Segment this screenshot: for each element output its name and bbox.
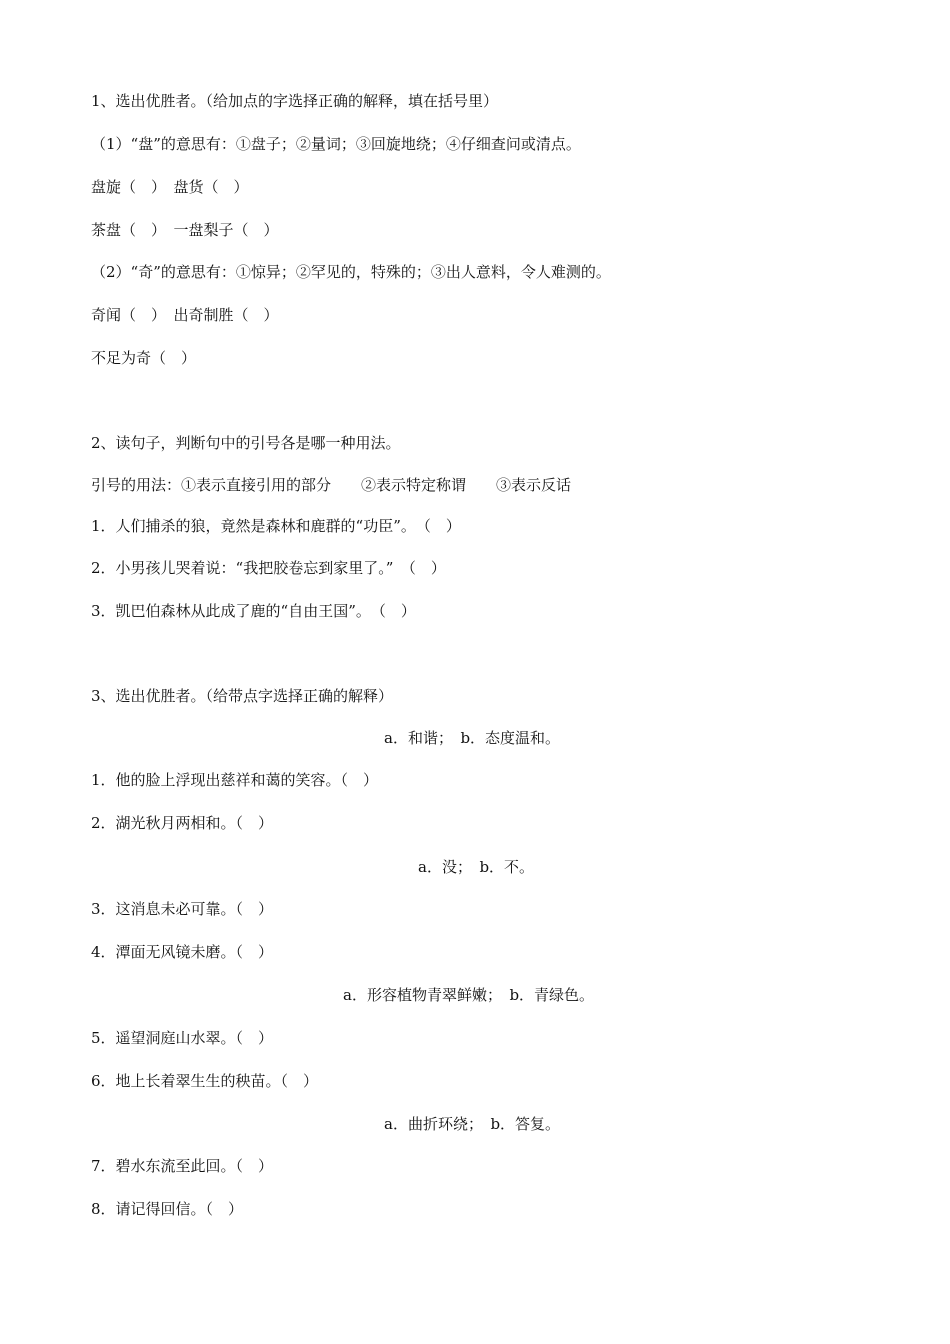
section3-question-1: 1．他的脸上浮现出慈祥和蔼的笑容。（ ） [91,771,379,789]
section3-question-7: 7．碧水东流至此回。（ ） [91,1157,274,1175]
options-wei: a．没； b．不。 [418,858,535,876]
section3-question-5: 5．遥望洞庭山水翠。（ ） [91,1029,274,1047]
quote-usages: 引号的用法：①表示直接引用的部分 ②表示特定称谓 ③表示反话 [91,476,572,494]
section3-question-3: 3．这消息未必可靠。（ ） [91,900,274,918]
section2-title: 2、读句子，判断句中的引号各是哪一种用法。 [91,434,401,452]
options-he: a．和谐； b．态度温和。 [384,729,561,747]
options-hui: a．曲折环绕； b．答复。 [384,1115,561,1133]
section3-title: 3、选出优胜者。（给带点字选择正确的解释） [91,687,394,705]
qi-meanings: （2）“奇”的意思有：①惊异；②罕见的，特殊的；③出人意料，令人难测的。 [91,263,611,281]
section3-question-6: 6．地上长着翠生生的秧苗。（ ） [91,1072,319,1090]
section3-question-8: 8．请记得回信。（ ） [91,1200,244,1218]
pan-row-2: 茶盘（ ） 一盘梨子（ ） [91,221,279,239]
section1-title: 1、选出优胜者。（给加点的字选择正确的解释，填在括号里） [91,92,499,110]
qi-row-2: 不足为奇（ ） [91,349,197,367]
section2-question-2: 2．小男孩儿哭着说：“我把胶卷忘到家里了。” （ ） [91,559,446,577]
section2-question-3: 3．凯巴伯森林从此成了鹿的“自由王国”。 （ ） [91,602,416,620]
section3-question-4: 4．潭面无风镜未磨。（ ） [91,943,274,961]
qi-row-1: 奇闻（ ） 出奇制胜（ ） [91,306,279,324]
pan-meanings: （1）“盘”的意思有：①盘子；②量词；③回旋地绕；④仔细查问或清点。 [91,135,581,153]
pan-row-1: 盘旋（ ） 盘货（ ） [91,178,249,196]
section3-question-2: 2．湖光秋月两相和。（ ） [91,814,274,832]
section2-question-1: 1．人们捕杀的狼，竟然是森林和鹿群的“功臣”。 （ ） [91,517,461,535]
options-cui: a．形容植物青翠鲜嫩； b．青绿色。 [343,986,595,1004]
